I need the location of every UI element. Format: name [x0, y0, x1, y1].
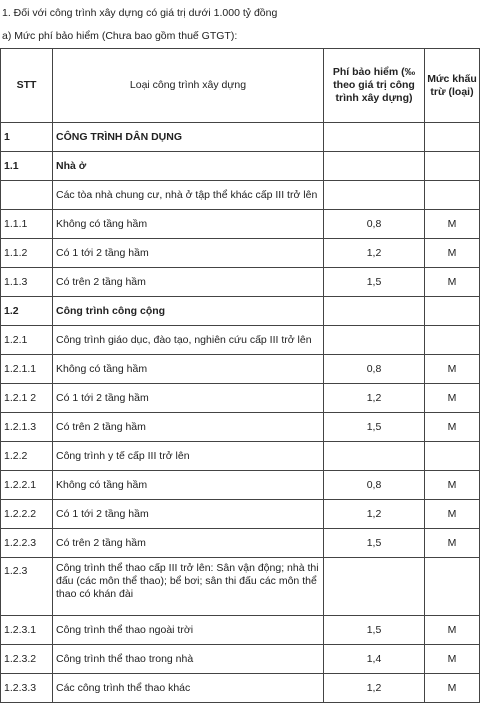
- header-deductible: Mức khấu trừ (loại): [425, 49, 480, 123]
- row-premium-rate: 1,2: [324, 500, 425, 529]
- row-premium-rate: [324, 152, 425, 181]
- row-stt: 1.2.2.1: [1, 471, 53, 500]
- row-stt: 1.2.3.3: [1, 674, 53, 703]
- table-row: [1, 326, 480, 355]
- table-row: [1, 297, 480, 326]
- row-deductible: M: [425, 413, 480, 442]
- row-stt: 1.1.3: [1, 268, 53, 297]
- row-construction-type: Không có tầng hầm: [53, 355, 324, 384]
- row-deductible: M: [425, 674, 480, 703]
- table-row: [1, 558, 480, 616]
- table-row: [1, 442, 480, 471]
- row-premium-rate: [324, 442, 425, 471]
- row-premium-rate: 1,2: [324, 384, 425, 413]
- row-stt: 1.1.2: [1, 239, 53, 268]
- row-construction-type: Công trình thể thao trong nhà: [53, 645, 324, 674]
- row-stt: 1.2.1.1: [1, 355, 53, 384]
- row-construction-type: Các tòa nhà chung cư, nhà ở tập thể khác cấp III trở lên: [53, 181, 324, 210]
- row-construction-type: Các công trình thể thao khác: [53, 674, 324, 703]
- table-row: [1, 384, 480, 413]
- table-header-row: [1, 49, 480, 123]
- row-stt: 1.1.1: [1, 210, 53, 239]
- table-row: [1, 674, 480, 703]
- row-deductible: M: [425, 355, 480, 384]
- header-stt: STT: [1, 49, 53, 123]
- table-row: [1, 355, 480, 384]
- row-deductible: M: [425, 384, 480, 413]
- row-premium-rate: 1,2: [324, 674, 425, 703]
- row-stt: 1.2.1 2: [1, 384, 53, 413]
- row-stt: 1.2.1: [1, 326, 53, 355]
- row-construction-type: Có trên 2 tầng hầm: [53, 268, 324, 297]
- row-deductible: M: [425, 210, 480, 239]
- row-deductible: M: [425, 500, 480, 529]
- row-construction-type: Công trình giáo dục, đào tạo, nghiên cứu cấp III trở lên: [53, 326, 324, 355]
- header-construction-type: Loại công trình xây dựng: [53, 49, 324, 123]
- row-deductible: M: [425, 471, 480, 500]
- row-deductible: [425, 181, 480, 210]
- table-row: [1, 239, 480, 268]
- header-premium-rate: Phí bảo hiểm (‰ theo giá trị công trình xây dựng): [324, 49, 425, 123]
- row-stt: 1.1: [1, 152, 53, 181]
- row-deductible: [425, 152, 480, 181]
- row-construction-type: Công trình công cộng: [53, 297, 324, 326]
- row-deductible: M: [425, 268, 480, 297]
- row-premium-rate: 1,5: [324, 268, 425, 297]
- row-premium-rate: [324, 558, 425, 616]
- row-premium-rate: 1,5: [324, 529, 425, 558]
- row-stt: 1.2.2: [1, 442, 53, 471]
- row-stt: 1: [1, 123, 53, 152]
- row-premium-rate: 0,8: [324, 210, 425, 239]
- row-stt: [1, 181, 53, 210]
- row-stt: 1.2.2.2: [1, 500, 53, 529]
- row-stt: 1.2.3.2: [1, 645, 53, 674]
- intro-line-2: a) Mức phí bảo hiểm (Chưa bao gồm thuế GTGT):: [2, 30, 238, 42]
- row-premium-rate: 1,5: [324, 616, 425, 645]
- row-construction-type: Không có tầng hầm: [53, 471, 324, 500]
- row-construction-type: Nhà ở: [53, 152, 324, 181]
- intro: [0, 7, 480, 43]
- row-construction-type: Có 1 tới 2 tầng hầm: [53, 500, 324, 529]
- table-row: [1, 616, 480, 645]
- row-deductible: [425, 297, 480, 326]
- row-premium-rate: 1,2: [324, 239, 425, 268]
- row-premium-rate: [324, 123, 425, 152]
- row-stt: 1.2.3.1: [1, 616, 53, 645]
- row-deductible: M: [425, 239, 480, 268]
- row-construction-type: Có 1 tới 2 tầng hầm: [53, 239, 324, 268]
- row-deductible: M: [425, 645, 480, 674]
- table-row: [1, 500, 480, 529]
- row-deductible: [425, 442, 480, 471]
- row-premium-rate: [324, 326, 425, 355]
- table-body: [1, 123, 480, 703]
- row-deductible: M: [425, 529, 480, 558]
- row-construction-type: Công trình y tế cấp III trở lên: [53, 442, 324, 471]
- row-construction-type: Có trên 2 tầng hầm: [53, 413, 324, 442]
- row-construction-type: Công trình thể thao cấp III trở lên: Sân vận động; nhà thi đấu (các môn thể thao); bể bơi; sân thi đấu các môn thể thao có khán đài: [53, 558, 324, 616]
- table-row: [1, 181, 480, 210]
- table-row: [1, 268, 480, 297]
- table-row: [1, 471, 480, 500]
- row-construction-type: Có 1 tới 2 tầng hầm: [53, 384, 324, 413]
- table-row: [1, 529, 480, 558]
- row-stt: 1.2.2.3: [1, 529, 53, 558]
- row-construction-type: Không có tầng hầm: [53, 210, 324, 239]
- table-row: [1, 210, 480, 239]
- row-premium-rate: [324, 297, 425, 326]
- intro-line-1: 1. Đối với công trình xây dựng có giá trị dưới 1.000 tỷ đồng: [2, 7, 278, 19]
- row-premium-rate: 0,8: [324, 471, 425, 500]
- table-row: [1, 645, 480, 674]
- row-premium-rate: 1,4: [324, 645, 425, 674]
- row-deductible: [425, 558, 480, 616]
- row-deductible: [425, 123, 480, 152]
- row-stt: 1.2.3: [1, 558, 53, 616]
- row-premium-rate: [324, 181, 425, 210]
- row-construction-type: CÔNG TRÌNH DÂN DỤNG: [53, 123, 324, 152]
- row-deductible: [425, 326, 480, 355]
- row-stt: 1.2.1.3: [1, 413, 53, 442]
- row-stt: 1.2: [1, 297, 53, 326]
- row-construction-type: Công trình thể thao ngoài trời: [53, 616, 324, 645]
- row-construction-type: Có trên 2 tầng hầm: [53, 529, 324, 558]
- row-premium-rate: 0,8: [324, 355, 425, 384]
- row-deductible: M: [425, 616, 480, 645]
- table-row: [1, 413, 480, 442]
- table-row: [1, 123, 480, 152]
- insurance-rate-table: [0, 48, 480, 703]
- table-row: [1, 152, 480, 181]
- row-premium-rate: 1,5: [324, 413, 425, 442]
